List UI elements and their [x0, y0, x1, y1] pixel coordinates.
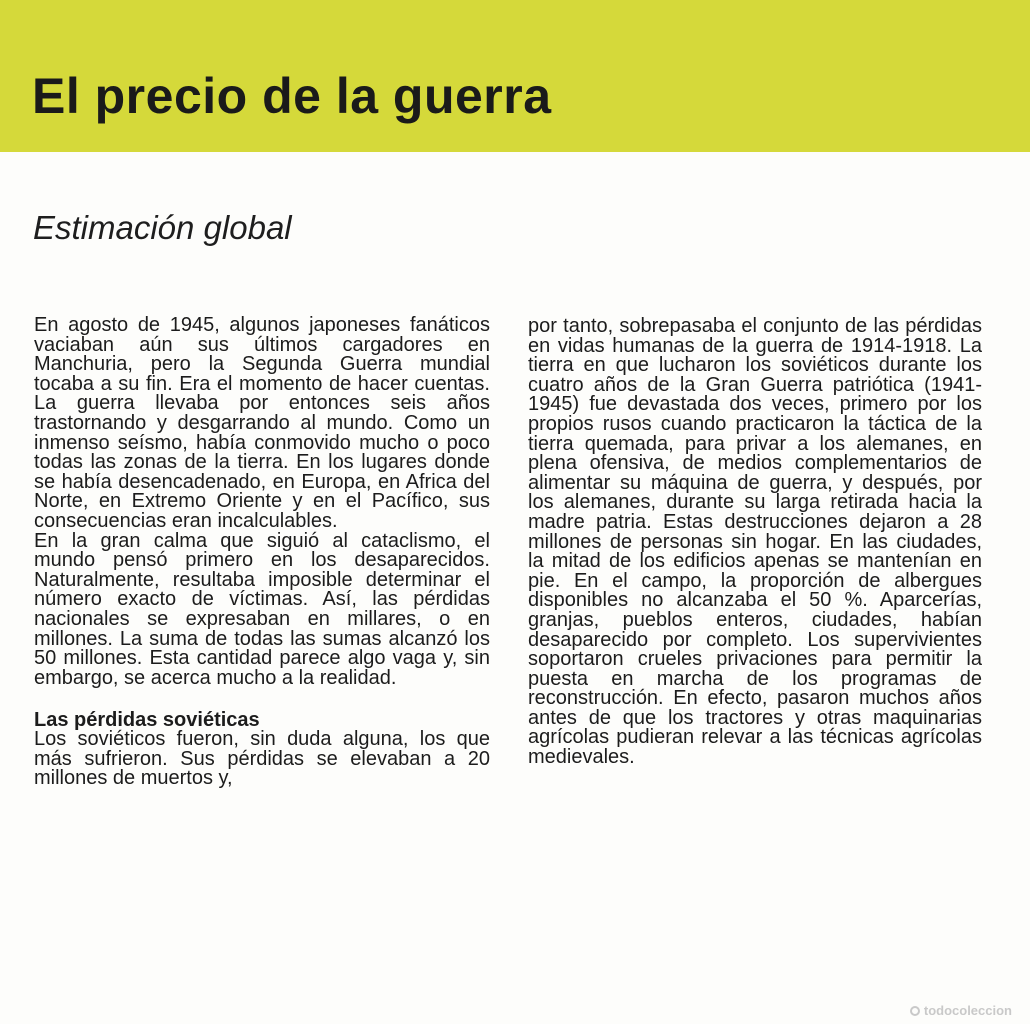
right-column: [528, 317, 982, 768]
section-heading: Las pérdidas soviéticas: [34, 709, 260, 732]
paragraph: En la gran calma que siguió al cataclismo, el mundo pensó primero en los desaparecidos. Naturalmente, resultaba imposible determinar el número exacto de víctimas. Así, las pérdidas nacionales se expresaban en millares, o en millones. La suma de todas las sumas alcanzó los 50 millones. Esta cantidad parece algo vaga y, sin embargo, se acerca mucho a la realidad.: [34, 529, 490, 689]
watermark: [910, 1003, 1012, 1018]
watermark-text: todocoleccion: [923, 1003, 1012, 1018]
left-column: [34, 316, 490, 789]
watermark-logo-icon: [910, 1006, 920, 1016]
subtitle: Estimación global: [33, 209, 292, 246]
page-title: El precio de la guerra: [32, 68, 552, 124]
paragraph: Los soviéticos fueron, sin duda alguna, los que más sufrieron. Sus pérdidas se elevaban a 20 millones de muertos y,: [34, 728, 490, 790]
paragraph: En agosto de 1945, algunos japoneses fanáticos vaciaban aún sus últimos cargadores en Manchuria, pero la Segunda Guerra mundial tocaba a su fin. Era el momento de hacer cuentas. La guerra llevaba por entonces seis años trastornando y desgarrando al mundo. Como un inmenso seísmo, había conmovido mucho o poco todas las zonas de la tierra. En los lugares donde se había desencadenado, en Europa, en Africa del Norte, en Extremo Oriente y en el Pacífico, sus consecuencias eran incalculables.: [34, 314, 490, 532]
paragraph: por tanto, sobrepasaba el conjunto de las pérdidas en vidas humanas de la guerra de 1914-1918. La tierra en que lucharon los soviéticos durante los cuatro años de la Gran Guerra patriótica (1941-1945) fue devastada dos veces, primero por los propios rusos cuando practicaron la táctica de la tierra quemada, para privar a los alemanes, en plena ofensiva, de medios complementarios de alimentar su máquina de guerra, y después, por los alemanes, durante su larga retirada hacia la madre patria. Estas destrucciones dejaron a 28 millones de personas sin hogar. En las ciudades, la mitad de los edificios apenas se mantenían en pie. En el campo, la proporción de albergues disponibles no alcanzaba el 50 %. Aparcerías, granjas, pueblos enteros, ciudades, habían desaparecido por completo. Los supervivientes soportaron crueles privaciones para permitir la puesta en marcha de los programas de reconstrucción. En efecto, pasaron muchos años antes de que los tractores y otras maquinarias agrícolas pudieran relevar a las técnicas agrícolas medievales.: [528, 315, 982, 769]
